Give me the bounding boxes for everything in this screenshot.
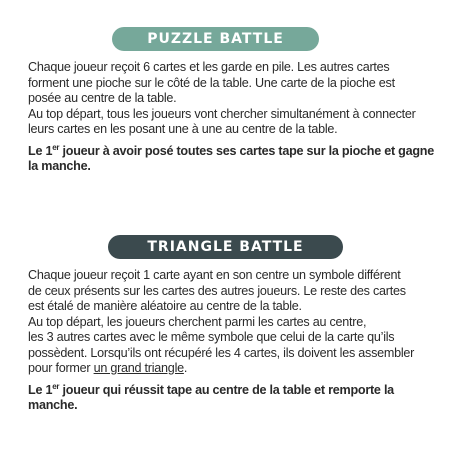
win-text: Le 1	[28, 143, 53, 158]
rules-line: posée au centre de la table.	[28, 91, 177, 105]
ordinal-suffix: er	[52, 142, 60, 152]
rules-line-last	[28, 361, 436, 377]
rules-line: leurs cartes en les posant une à une au centre de la table.	[28, 122, 338, 136]
triangle-battle-title: TRIANGLE BATTLE	[108, 235, 343, 259]
rules-text: pour former	[28, 361, 94, 375]
puzzle-battle-title: PUZZLE BATTLE	[112, 27, 319, 51]
win-text: la manche.	[28, 159, 91, 173]
ordinal-suffix: er	[52, 381, 60, 391]
rules-line: les 3 autres cartes avec le même symbole que celui de la carte qu’ils	[28, 330, 395, 344]
win-condition	[28, 144, 436, 175]
rules-line: forment une pioche sur le côté de la table. Une carte de la pioche est	[28, 75, 395, 90]
rules-line: Au top départ, les joueurs cherchent parmi les cartes au centre,	[28, 314, 367, 329]
win-text: joueur qui réussit tape au centre de la table et remporte la manche.	[28, 382, 394, 412]
rules-line: de ceux présents sur les cartes des autres joueurs. Le reste des cartes	[28, 283, 406, 298]
win-text: Le 1	[28, 382, 53, 397]
win-condition	[28, 383, 436, 414]
puzzle-battle-rules	[28, 60, 436, 175]
triangle-battle-rules	[28, 268, 436, 414]
rules-text: .	[183, 361, 188, 375]
rules-line: possèdent. Lorsqu’ils ont récupéré les 4 cartes, ils doivent les assembler	[28, 345, 415, 360]
underlined-phrase: un grand triangle	[93, 361, 184, 375]
rules-line: est étalé de manière aléatoire au centre de la table.	[28, 299, 302, 313]
win-text: joueur à avoir posé toutes ses cartes tape sur la pioche et gagne	[59, 143, 435, 158]
rules-line: Au top départ, tous les joueurs vont chercher simultanément à connecter	[28, 106, 416, 121]
rules-line: Chaque joueur reçoit 1 carte ayant en son centre un symbole différent	[28, 268, 401, 282]
rules-line: Chaque joueur reçoit 6 cartes et les garde en pile. Les autres cartes	[28, 60, 390, 74]
